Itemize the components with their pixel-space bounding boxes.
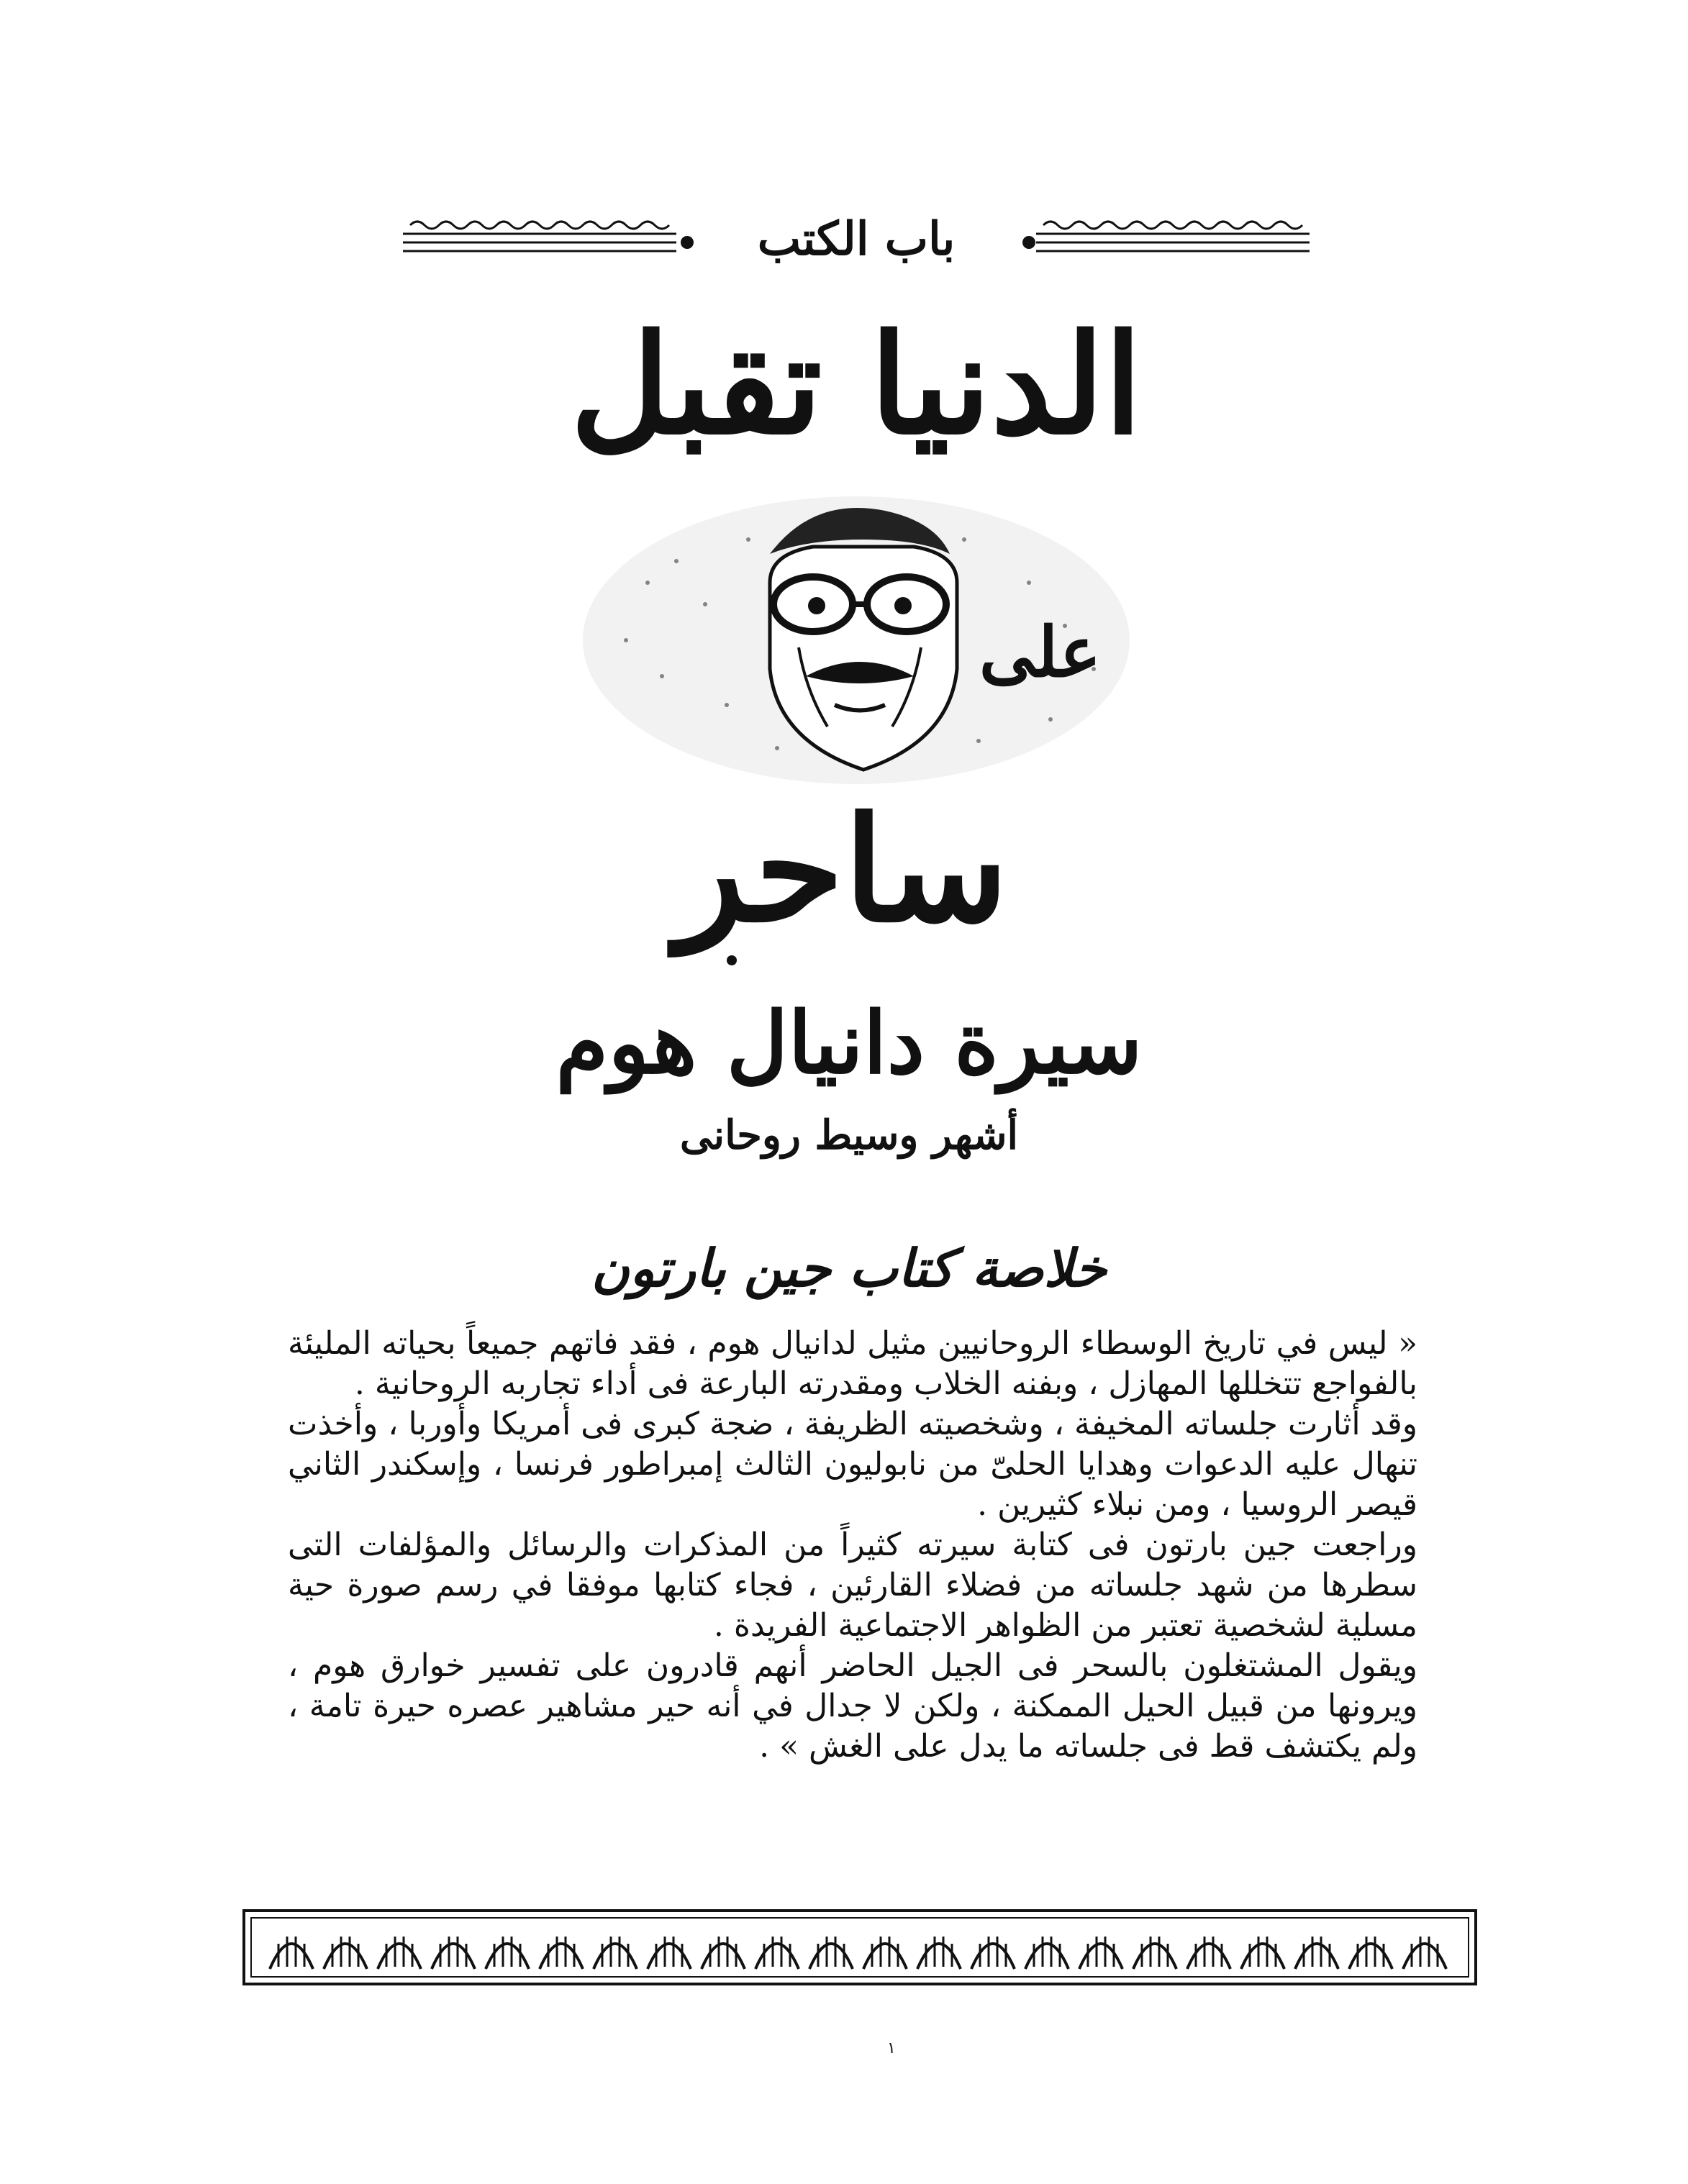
border-arch [540,1944,583,1969]
paragraph: « ليس في تاريخ الوسطاء الروحانيين مثيل لدانيال هوم ، فقد فاتهم جميعاً بحياته المليئة بالفواجع تتخللها المهازل ، وبفنه الخلاب ومقدرته البارعة فى أداء تجاربه الروحانية . [288,1325,1417,1402]
border-arch [378,1944,421,1969]
subtitle-secondary: أشهر وسيط روحانى [679,1111,1019,1159]
border-arch [648,1944,691,1969]
border-arch [863,1944,907,1969]
border-arch [432,1944,475,1969]
subtitle: سيرة دانيال هوم [555,993,1143,1093]
section-label: باب الكتب [757,212,956,266]
border-arch [702,1944,745,1969]
border-arch [755,1944,799,1969]
page-mark: ١ [887,2039,896,2057]
border-arch [324,1944,367,1969]
footer-ornament [241,1908,1479,1987]
border-arch [971,1944,1015,1969]
paragraph: ويقول المشتغلون بالسحر فى الجيل الحاضر أنهم قادرون على تفسير خوارق هوم ، ويرونها من قبيل الحيل الممكنة ، ولكن لا جدال في أنه حير مشاهير عصره حيرة تامة ، ولم يكتشف قط فى جلساته ما يدل على الغش » . [288,1647,1417,1765]
border-arch [1403,1944,1446,1969]
separator-dot [727,955,737,965]
border-arch [1133,1944,1176,1969]
title-ala: على [979,611,1101,693]
border-arch [270,1944,313,1969]
article-body [288,1324,1417,1767]
border-arch [1187,1944,1230,1969]
title-line-2: ساحر [675,786,1009,955]
border-arch [1295,1944,1338,1969]
border-arch [917,1944,961,1969]
border-arch [1241,1944,1284,1969]
border-arch [1349,1944,1392,1969]
border-arch [809,1944,853,1969]
border-arch [1025,1944,1068,1969]
title-line-1: الدنيا تقبل [570,304,1143,465]
border-arch [1079,1944,1122,1969]
border-arch [486,1944,529,1969]
paragraph: وراجعت جين بارتون فى كتابة سيرته كثيراً من المذكرات والرسائل والمؤلفات التى سطرها من شهد جلساته من فضلاء القارئين ، فجاء كتابها موفقا في رسم صورة حية مسلية لشخصية تعتبر من الظواهر الاجتماعية الفريدة . [288,1526,1417,1644]
summary-title: خلاصة كتاب جين بارتون [591,1237,1107,1298]
border-arch [594,1944,637,1969]
paragraph: وقد أثارت جلساته المخيفة ، وشخصيته الظريفة ، ضجة كبرى فى أمريكا وأوربا ، وأخذت تنهال عليه الدعوات وهدايا الحلىّ من نابوليون الثالث إمبراطور فرنسا ، وإسكندر الثاني قيصر الروسيا ، ومن نبلاء كثيرين . [288,1406,1417,1523]
section-header [389,205,1324,277]
